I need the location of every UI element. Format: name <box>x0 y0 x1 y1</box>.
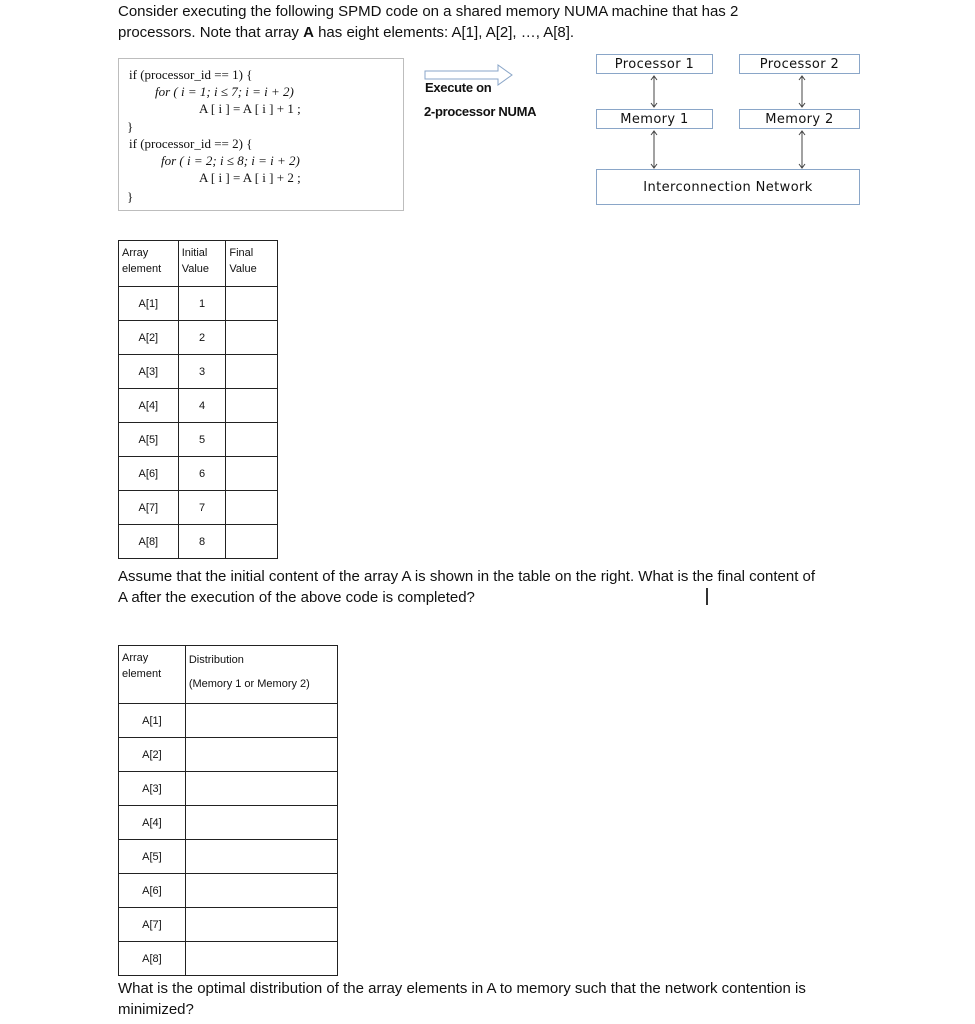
table-row <box>119 942 338 976</box>
element-cell: A[3] <box>119 355 179 389</box>
intro-line-2-end: has eight elements: A[1], A[2], …, A[8]. <box>313 24 575 41</box>
code-line-1: if (processor_id == 1) { <box>129 67 253 82</box>
element-cell: A[4] <box>119 389 179 423</box>
distribution-cell[interactable] <box>185 772 337 806</box>
code-line-4: } <box>127 119 134 134</box>
header-value-text: Value <box>181 263 210 275</box>
header-array-element <box>119 241 179 287</box>
final-value-cell[interactable] <box>226 423 278 457</box>
final-value-cell[interactable] <box>226 491 278 525</box>
distribution-cell[interactable] <box>185 942 337 976</box>
header-array-text: Array <box>122 247 149 259</box>
header-final-text: Final <box>229 247 254 259</box>
values-table-header <box>119 241 278 287</box>
table-row <box>119 389 278 423</box>
initial-value-cell: 5 <box>178 423 226 457</box>
text-cursor <box>706 588 708 605</box>
final-value-cell[interactable] <box>226 389 278 423</box>
table-row <box>119 738 338 772</box>
numa-label: 2-processor NUMA <box>424 104 537 119</box>
final-value-cell[interactable] <box>226 321 278 355</box>
distribution-table-header <box>119 646 338 704</box>
header-initial-value <box>178 241 226 287</box>
element-cell: A[3] <box>119 772 186 806</box>
code-line-2: for ( i = 1; i ≤ 7; i = i + 2) <box>155 84 294 99</box>
table-row <box>119 874 338 908</box>
code-line-6: for ( i = 2; i ≤ 8; i = i + 2) <box>161 153 300 168</box>
distribution-cell[interactable] <box>185 840 337 874</box>
element-cell: A[8] <box>119 525 179 559</box>
final-value-cell[interactable] <box>226 457 278 491</box>
code-box <box>118 58 404 211</box>
initial-value-cell: 1 <box>178 287 226 321</box>
question-2-line-1: What is the optimal distribution of the array elements in A to memory such that the network contention is <box>118 980 806 997</box>
interconnection-network-box: Interconnection Network <box>596 169 860 205</box>
final-value-cell[interactable] <box>226 525 278 559</box>
intro-paragraph <box>118 1 738 43</box>
table-row <box>119 806 338 840</box>
question-2-line-2: minimized? <box>118 1001 194 1018</box>
table-row <box>119 525 278 559</box>
initial-value-cell: 4 <box>178 389 226 423</box>
code-line-8: } <box>127 189 134 204</box>
memory-2-box: Memory 2 <box>739 109 860 129</box>
element-cell: A[1] <box>119 287 179 321</box>
table-row <box>119 491 278 525</box>
element-cell: A[6] <box>119 874 186 908</box>
table-row <box>119 321 278 355</box>
question-1-line-2: A after the execution of the above code is completed? <box>118 589 475 606</box>
memory-1-box: Memory 1 <box>596 109 713 129</box>
element-cell: A[7] <box>119 491 179 525</box>
initial-value-cell: 2 <box>178 321 226 355</box>
question-2 <box>118 978 806 1020</box>
element-cell: A[8] <box>119 942 186 976</box>
table-row <box>119 908 338 942</box>
code-line-5: if (processor_id == 2) { <box>129 136 253 151</box>
numa-connection-arrows <box>596 74 860 170</box>
element-cell: A[5] <box>119 840 186 874</box>
intro-line-2-text: processors. Note that array <box>118 24 304 41</box>
distribution-cell[interactable] <box>185 738 337 772</box>
values-table <box>118 240 278 559</box>
distribution-cell[interactable] <box>185 704 337 738</box>
final-value-cell[interactable] <box>226 355 278 389</box>
header-final-value <box>226 241 278 287</box>
table-row <box>119 355 278 389</box>
header-array-text: Array <box>122 652 149 664</box>
header-final-value-text: Value <box>229 263 257 275</box>
distribution-cell[interactable] <box>185 908 337 942</box>
initial-value-cell: 3 <box>178 355 226 389</box>
element-cell: A[6] <box>119 457 179 491</box>
initial-value-cell: 8 <box>178 525 226 559</box>
table-row <box>119 772 338 806</box>
element-cell: A[7] <box>119 908 186 942</box>
table-row <box>119 457 278 491</box>
table-row <box>119 704 338 738</box>
header-distribution <box>185 646 337 704</box>
table-row <box>119 287 278 321</box>
element-cell: A[1] <box>119 704 186 738</box>
header-initial-text: Initial <box>181 247 208 259</box>
element-cell: A[2] <box>119 321 179 355</box>
intro-line-1: Consider executing the following SPMD code on a shared memory NUMA machine that has 2 <box>118 3 739 20</box>
header-array-element <box>119 646 186 704</box>
header-distribution-text: Distribution <box>188 654 244 666</box>
table-row <box>119 423 278 457</box>
element-cell: A[5] <box>119 423 179 457</box>
initial-value-cell: 6 <box>178 457 226 491</box>
header-memory-choice-text: (Memory 1 or Memory 2) <box>188 678 310 690</box>
execute-label: Execute on <box>425 80 492 95</box>
distribution-cell[interactable] <box>185 874 337 908</box>
intro-array-name: A <box>303 24 314 41</box>
element-cell: A[4] <box>119 806 186 840</box>
element-cell: A[2] <box>119 738 186 772</box>
intro-line-2 <box>118 22 738 43</box>
final-value-cell[interactable] <box>226 287 278 321</box>
code-line-3: A [ i ] = A [ i ] + 1 ; <box>199 101 301 116</box>
question-1-line-1: Assume that the initial content of the array A is shown in the table on the right. What is the final content of <box>118 568 816 585</box>
header-element-text: element <box>122 668 162 680</box>
distribution-cell[interactable] <box>185 806 337 840</box>
processor-1-box: Processor 1 <box>596 54 713 74</box>
distribution-table <box>118 645 338 976</box>
processor-2-box: Processor 2 <box>739 54 860 74</box>
initial-value-cell: 7 <box>178 491 226 525</box>
header-element-text: element <box>122 263 162 275</box>
table-row <box>119 840 338 874</box>
question-1 <box>118 566 815 608</box>
code-line-7: A [ i ] = A [ i ] + 2 ; <box>199 170 301 185</box>
